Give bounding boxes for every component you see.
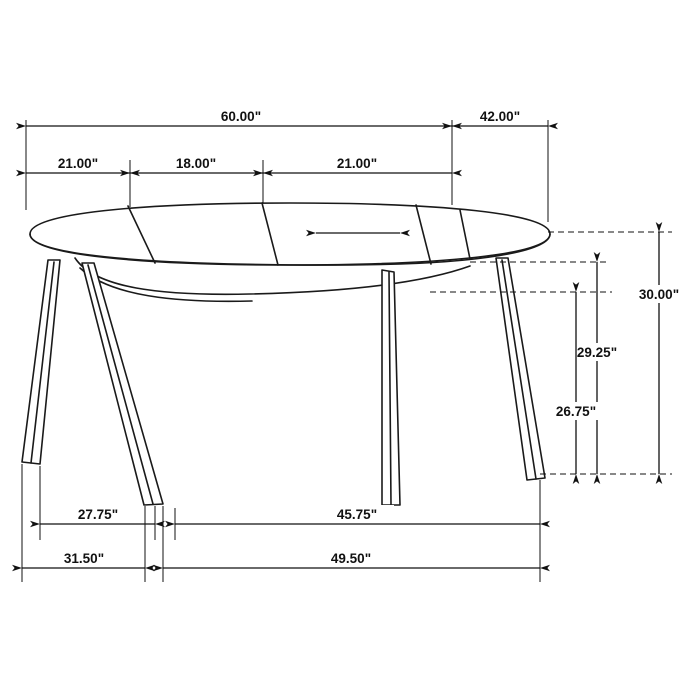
table-leg-back-left	[82, 263, 163, 505]
table-leg-front-right	[496, 258, 545, 480]
table-leg-back-left-inner	[88, 265, 153, 504]
dim-label-leg-span-outer-right: 49.50"	[330, 551, 372, 566]
dim-label-apron-top-height: 29.25"	[576, 345, 618, 360]
dim-label-leg-span-inner-right: 45.75"	[336, 507, 378, 522]
dim-label-overall-length: 60.00"	[220, 109, 262, 124]
dimension-group-right-heights	[430, 232, 696, 474]
dim-label-leg-span-inner-left: 27.75"	[77, 507, 119, 522]
dim-label-segment-right: 21.00"	[336, 156, 378, 171]
dim-label-apron-clearance-height: 26.75"	[555, 404, 597, 419]
dim-label-leg-span-outer-left: 31.50"	[63, 551, 105, 566]
table-top-surface	[30, 203, 550, 265]
dim-label-overall-height: 30.00"	[638, 287, 680, 302]
table-leg-front-right-inner	[502, 260, 536, 479]
dim-label-segment-left: 21.00"	[57, 156, 99, 171]
table-leg-front-left	[22, 260, 60, 464]
table-apron-lower	[80, 268, 252, 301]
table-illustration	[22, 203, 550, 505]
dimension-group-top-row-2	[26, 154, 452, 210]
dim-label-segment-center: 18.00"	[175, 156, 217, 171]
dim-label-leaf-extension: 42.00"	[479, 109, 521, 124]
